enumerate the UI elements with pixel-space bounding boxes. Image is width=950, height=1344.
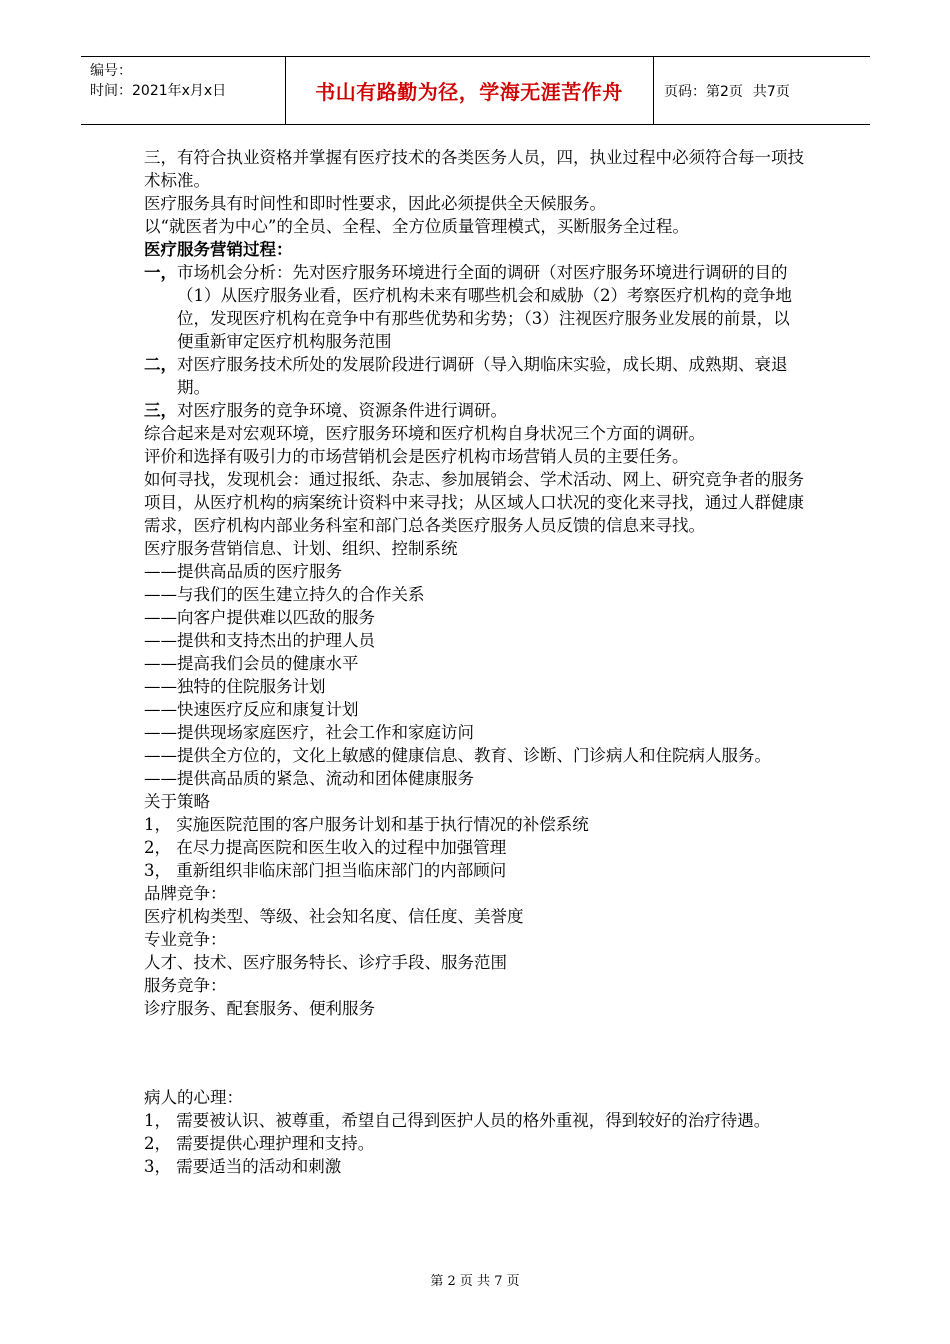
paragraph: 综合起来是对宏观环境，医疗服务环境和医疗机构自身状况三个方面的调研。 — [144, 424, 705, 443]
brand-text: 医疗机构类型、等级、社会知名度、信任度、美誉度 — [144, 907, 524, 926]
header-motto: 书山有路勤为径，学海无涯苦作舟 — [315, 80, 623, 104]
pro-text: 人才、技术、医疗服务特长、诊疗手段、服务范围 — [144, 953, 507, 972]
paragraph: 医疗服务营销信息、计划、组织、控制系统 — [144, 539, 458, 558]
numbered-item — [144, 261, 804, 353]
header-page-info — [664, 57, 790, 124]
strategy-item: 2， 在尽力提高医院和医生收入的过程中加强管理 — [144, 838, 507, 857]
paragraph: 以“就医者为中心”的全员、全程、全方位质量管理模式，买断服务全过程。 — [144, 217, 689, 236]
patient-item: 3， 需要适当的活动和刺激 — [144, 1157, 342, 1176]
pro-title: 专业竞争： — [144, 930, 227, 949]
item-text: 对医疗服务技术所处的发展阶段进行调研（导入期临床实验，成长期、成熟期、衰退期。 — [177, 355, 788, 397]
numbered-item — [144, 399, 804, 422]
dash-item: ——提供全方位的，文化上敏感的健康信息、教育、诊断、门诊病人和住院病人服务。 — [144, 746, 771, 765]
dash-item: ——提供和支持杰出的护理人员 — [144, 631, 375, 650]
item-number: 一， — [144, 263, 177, 282]
dash-item: ——提高我们会员的健康水平 — [144, 654, 359, 673]
dash-item: ——独特的住院服务计划 — [144, 677, 326, 696]
paragraph: 如何寻找，发现机会：通过报纸、杂志、参加展销会、学术活动、网上、研究竞争者的服务项目，从医疗机构的病案统计资料中来寻找；从区域人口状况的变化来寻找，通过人群健康需求，医疗机构内部业务科室和部门总各类医疗服务人员反馈的信息来寻找。 — [144, 470, 804, 535]
item-text: 市场机会分析：先对医疗服务环境进行全面的调研（对医疗服务环境进行调研的目的（1）从医疗服务业看，医疗机构未来有哪些机会和威胁（2）考察医疗机构的竞争地位，发现医疗机构在竞争中有那些优势和劣势；（3）注视医疗服务业发展的前景，以便重新审定医疗机构服务范围 — [177, 263, 792, 351]
page-footer: 第 2 页 共 7 页 — [430, 1274, 520, 1289]
patient-item: 2， 需要提供心理护理和支持。 — [144, 1134, 375, 1153]
document-header — [81, 56, 870, 125]
dash-item: ——提供高品质的医疗服务 — [144, 562, 342, 581]
paragraph: 三，有符合执业资格并掌握有医疗技术的各类医务人员，四，执业过程中必须符合每一项技术标准。 — [144, 148, 804, 190]
item-number: 二， — [144, 355, 177, 374]
dash-item: ——提供高品质的紧急、流动和团体健康服务 — [144, 769, 474, 788]
serial-label: 编号： — [90, 63, 132, 79]
service-title: 服务竞争： — [144, 976, 227, 995]
patient-item: 1， 需要被认识、被尊重，希望自己得到医护人员的格外重视，得到较好的治疗待遇。 — [144, 1111, 771, 1130]
dash-item: ——与我们的医生建立持久的合作关系 — [144, 585, 425, 604]
paragraph: 医疗服务具有时间性和即时性要求，因此必须提供全天候服务。 — [144, 194, 606, 213]
header-page-total: 共7页 — [752, 83, 790, 100]
section-heading: 医疗服务营销过程： — [144, 240, 293, 259]
brand-title: 品牌竞争： — [144, 884, 227, 903]
patient-title: 病人的心理： — [144, 1088, 243, 1107]
numbered-item — [144, 353, 804, 399]
document-body — [144, 146, 804, 1178]
dash-item: ——快速医疗反应和康复计划 — [144, 700, 359, 719]
strategy-item: 3， 重新组织非临床部门担当临床部门的内部顾问 — [144, 861, 507, 880]
strategy-title: 关于策略 — [144, 792, 210, 811]
dash-item: ——向客户提供难以匹敌的服务 — [144, 608, 375, 627]
item-text: 对医疗服务的竞争环境、资源条件进行调研。 — [177, 401, 507, 420]
header-divider-right — [653, 57, 654, 124]
strategy-item: 1， 实施医院范围的客户服务计划和基于执行情况的补偿系统 — [144, 815, 589, 834]
header-page-number: 页码：第2页 — [664, 83, 743, 100]
item-number: 三， — [144, 401, 177, 420]
service-text: 诊疗服务、配套服务、便利服务 — [144, 999, 375, 1018]
blank-space — [144, 1020, 804, 1086]
header-meta — [90, 61, 290, 101]
time-label: 时间：2021年x月x日 — [90, 83, 227, 99]
dash-item: ——提供现场家庭医疗，社会工作和家庭访问 — [144, 723, 474, 742]
paragraph: 评价和选择有吸引力的市场营销机会是医疗机构市场营销人员的主要任务。 — [144, 447, 689, 466]
